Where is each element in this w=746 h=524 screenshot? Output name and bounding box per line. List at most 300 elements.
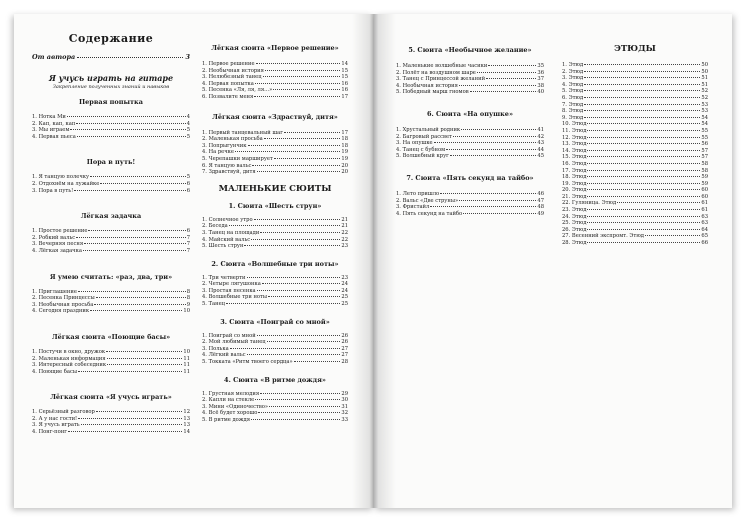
toc-column-3 <box>396 46 544 217</box>
dot-leader <box>96 297 186 298</box>
dot-leader <box>254 219 341 220</box>
toc-entry-title: 5. Танец <box>202 301 226 308</box>
dot-leader <box>584 110 700 111</box>
dot-leader <box>90 310 182 311</box>
toc-entry-page: 7 <box>186 241 190 248</box>
toc-entry-page: 51 <box>701 81 708 88</box>
toc-entry <box>562 161 708 168</box>
toc-entry-title: 4. Первая попытка <box>202 80 254 87</box>
toc-entry <box>396 127 544 134</box>
dot-leader <box>584 77 700 78</box>
toc-entry <box>562 128 708 135</box>
toc-entry <box>396 191 544 198</box>
toc-entry-title: 27. Весенний экспромт. Этюд <box>562 233 644 240</box>
toc-entry <box>32 114 190 121</box>
toc-entry-page: 65 <box>701 233 708 240</box>
dot-leader <box>251 419 340 420</box>
toc-entry-title: 4. Всё будет хорошо <box>202 410 258 417</box>
dot-leader <box>83 250 186 251</box>
toc-entry-page: 63 <box>701 220 708 227</box>
toc-entry-page: 49 <box>537 210 544 217</box>
toc-entry-title: 26. Этюд <box>562 226 587 233</box>
toc-entry-page: 16 <box>341 80 348 87</box>
toc-entry <box>202 156 348 163</box>
toc-entry-title: 1. Первое решение <box>202 61 255 67</box>
toc-entry-title: 4. Пять секунд на тайбо <box>396 210 463 217</box>
dot-leader <box>251 239 340 240</box>
toc-entry-title: 5. Волшебный круг <box>396 153 449 160</box>
toc-entry <box>562 214 708 221</box>
toc-entry-title: 18. Этюд <box>562 174 587 181</box>
toc-entry <box>562 200 708 207</box>
toc-entry <box>32 416 190 423</box>
dot-leader <box>81 424 183 425</box>
toc-entry-title: 2. Этюд <box>562 68 584 75</box>
section-heading: 3. Сюита «Поиграй со мной» <box>220 317 330 326</box>
toc-entry <box>562 82 708 89</box>
toc-entry-title: 3. Вечерняя песня <box>32 241 84 248</box>
toc-entry-title: 3. Танец с Принцессой желаний <box>396 76 486 83</box>
dot-leader <box>584 117 700 118</box>
dot-leader <box>84 243 186 244</box>
toc-entry-page: 6 <box>186 180 190 187</box>
toc-entry <box>202 237 348 244</box>
toc-entry-title: 1. Хрустальный родник <box>396 126 461 133</box>
toc-entry <box>562 181 708 188</box>
toc-entry-page: 10 <box>183 308 190 315</box>
toc-entry-page: 11 <box>183 355 190 362</box>
dot-leader <box>274 158 341 159</box>
toc-entry <box>562 121 708 128</box>
section-heading: 4. Сюита «В ритме дождя» <box>224 375 326 384</box>
toc-entry-title: 1. Нотка Ми <box>32 114 66 120</box>
toc-column-4 <box>562 44 708 247</box>
toc-entry-title: 1. Этюд <box>562 62 584 68</box>
toc-entry <box>32 362 190 369</box>
toc-entry <box>202 397 348 404</box>
toc-entry-page: 63 <box>701 213 708 220</box>
toc-entry-title: 4. Этюд <box>562 81 584 88</box>
toc-entry <box>32 295 190 302</box>
toc-entry-page: 21 <box>341 216 348 223</box>
toc-entry-page: 27 <box>341 345 348 352</box>
dot-leader <box>256 63 341 64</box>
dot-leader <box>94 304 185 305</box>
toc-entry-title: 2. Беседа <box>202 223 228 230</box>
section-entries <box>202 130 348 176</box>
toc-entry-title: 4. Танец с бубном <box>396 146 446 153</box>
dot-leader <box>587 229 700 230</box>
toc-entry <box>562 233 708 240</box>
dot-leader <box>450 155 537 156</box>
dot-leader <box>90 176 186 177</box>
dot-leader <box>262 283 341 284</box>
section-entries <box>202 275 348 308</box>
dot-leader <box>587 209 700 210</box>
toc-entry-title: 5. Песенка «Ля, ля, ля...» <box>202 87 273 94</box>
dot-leader <box>587 216 700 217</box>
toc-entry <box>32 188 190 195</box>
toc-entry-page: 10 <box>183 348 190 355</box>
toc-entry-title: 25. Этюд <box>562 220 587 227</box>
etudes-title: ЭТЮДЫ <box>614 44 656 54</box>
dot-leader <box>434 142 537 143</box>
toc-entry-page: 30 <box>341 397 348 404</box>
toc-entry <box>396 70 544 77</box>
toc-entry-title: 5. Токката «Ритм твоего сердца» <box>202 359 293 366</box>
section-heading: Лёгкая сюита «Я учусь играть» <box>50 393 172 402</box>
toc-entry-page: 58 <box>701 167 708 174</box>
dot-leader <box>244 245 340 246</box>
toc-entry-title: 2. Необычная история <box>202 67 264 74</box>
toc-entry <box>562 102 708 109</box>
toc-entry-title: 16. Этюд <box>562 160 587 167</box>
toc-entry-title: 1. Приглашение <box>32 288 77 295</box>
toc-entry-title: 2. Маленькая информация <box>32 355 106 362</box>
toc-entry-title: 3. Попрыгунчик <box>202 142 247 149</box>
toc-entry-page: 27 <box>341 352 348 359</box>
toc-entry-page: 6 <box>186 187 190 194</box>
toc-entry-title: 14. Этюд <box>562 147 587 154</box>
dot-leader <box>268 296 340 297</box>
dot-leader <box>255 83 341 84</box>
toc-entry <box>562 194 708 201</box>
toc-entry <box>202 169 348 176</box>
toc-entry <box>562 135 708 142</box>
toc-entry-page: 29 <box>341 390 348 397</box>
toc-entry-title: 3. Интересный собеседник <box>32 362 107 369</box>
toc-entry-page: 66 <box>701 240 708 247</box>
toc-entry-page: 54 <box>701 114 708 121</box>
toc-entry-page: 33 <box>341 417 348 423</box>
toc-entry <box>32 429 190 436</box>
toc-entry <box>202 275 348 282</box>
dot-leader <box>107 364 182 365</box>
toc-entry-page: 26 <box>341 332 348 339</box>
dot-leader <box>587 143 700 144</box>
toc-entry-page: 6 <box>186 228 190 235</box>
toc-entry <box>202 243 348 250</box>
toc-entry-page: 38 <box>537 82 544 89</box>
toc-entry-page: 20 <box>341 162 348 169</box>
toc-entry-title: 1. Три четверти <box>202 274 246 281</box>
toc-entry-title: 4. Поющие басы <box>32 368 78 375</box>
toc-entry <box>202 410 348 417</box>
toc-column-2 <box>202 44 348 424</box>
dot-leader <box>248 145 341 146</box>
toc-entry-title: 4. На речке <box>202 149 234 156</box>
toc-entry-title: 3. Мы играем <box>32 127 70 134</box>
section-heading: 2. Сюита «Волшебные три ноты» <box>211 259 339 268</box>
toc-entry-title: 4. Лёгкий вальс <box>202 352 246 359</box>
section-entries <box>202 391 348 424</box>
dot-leader <box>430 206 536 207</box>
dot-leader <box>463 213 536 214</box>
toc-entry-title: 23. Этюд <box>562 207 587 214</box>
toc-entry-title: 1. Лето пришло <box>396 190 440 197</box>
toc-entry-page: 54 <box>701 121 708 128</box>
dot-leader <box>584 104 700 105</box>
toc-entry <box>202 74 348 81</box>
toc-entry-title: 19. Этюд <box>562 180 587 187</box>
dot-leader <box>269 406 340 407</box>
dot-leader <box>263 76 341 77</box>
toc-entry-page: 58 <box>701 160 708 167</box>
toc-entry-page: 13 <box>183 422 190 429</box>
section-entries <box>202 217 348 250</box>
toc-entry <box>562 154 708 161</box>
dot-leader <box>267 341 341 342</box>
right-page <box>374 14 732 508</box>
dot-leader <box>265 70 341 71</box>
dot-leader <box>587 183 700 184</box>
toc-entry-page: 31 <box>341 403 348 410</box>
toc-entry-page: 47 <box>537 197 544 204</box>
dot-leader <box>470 91 537 92</box>
toc-entry-page: 7 <box>186 234 190 241</box>
section-heading: Я умею считать: «раз, два, три» <box>49 272 173 281</box>
dot-leader <box>587 242 700 243</box>
page-title: Содержание <box>68 32 154 45</box>
dot-leader <box>488 65 536 66</box>
toc-entry-title: 21. Этюд <box>562 193 587 200</box>
toc-entry-title: 3. Мини «Одиночество» <box>202 403 269 410</box>
toc-entry <box>396 140 544 147</box>
dot-leader <box>587 156 700 157</box>
dot-leader <box>257 290 341 291</box>
toc-entry <box>562 148 708 155</box>
toc-entry-page: 35 <box>537 63 544 69</box>
toc-entry <box>562 240 708 247</box>
dot-leader <box>584 71 700 72</box>
dot-leader <box>587 222 700 223</box>
toc-entry-page: 18 <box>341 136 348 143</box>
dot-leader <box>258 412 340 413</box>
toc-entry-page: 19 <box>341 149 348 156</box>
toc-entry-title: 2. Багровый рассвет <box>396 133 452 140</box>
toc-entry-page: 4 <box>186 114 190 120</box>
toc-entry-title: 2. Робкий вальс <box>32 234 76 241</box>
toc-entry-page: 61 <box>701 200 708 207</box>
dot-leader <box>68 431 182 432</box>
toc-entry-page: 43 <box>537 140 544 147</box>
dot-leader <box>252 165 340 166</box>
toc-entry-page: 4 <box>186 120 190 127</box>
toc-entry-title: 3. Необычная просьба <box>32 301 94 308</box>
section-entries <box>32 228 190 254</box>
toc-entry-title: 22. Гуляница. Этюд <box>562 200 617 207</box>
toc-entry <box>396 153 544 160</box>
toc-entry-title: 6. Позвалите меня <box>202 93 254 100</box>
dot-leader <box>477 72 537 73</box>
dot-leader <box>584 90 700 91</box>
dot-leader <box>100 183 185 184</box>
dot-leader <box>486 78 536 79</box>
section-heading: Лёгкая сюита «Поющие басы» <box>51 332 171 341</box>
dot-leader <box>587 123 700 124</box>
toc-entry-title: 1. Маленькие волшебные часики <box>396 63 488 69</box>
toc-entry <box>202 294 348 301</box>
col1-sections <box>32 98 190 436</box>
col2-sections <box>202 44 348 176</box>
dot-leader <box>459 85 537 86</box>
toc-entry-title: 2. Капли на стекле <box>202 397 255 404</box>
section-heading: Лёгкая сюита «Первое решение» <box>211 44 339 52</box>
toc-entry <box>562 227 708 234</box>
toc-entry <box>32 181 190 188</box>
toc-entry-title: 2. Кап, кап, кап <box>32 120 76 127</box>
toc-entry-title: 2. А у нас гости! <box>32 415 78 422</box>
toc-entry <box>202 94 348 101</box>
toc-entry <box>32 308 190 315</box>
toc-entry-page: 5 <box>186 133 190 140</box>
dot-leader <box>88 230 185 231</box>
toc-entry-title: 2. Полёт на воздушном шаре <box>396 69 476 76</box>
dot-leader <box>284 132 340 133</box>
dot-leader <box>587 196 700 197</box>
toc-entry-title: 3. На опушке <box>396 140 433 147</box>
dot-leader <box>254 96 340 97</box>
toc-entry <box>562 115 708 122</box>
dot-leader <box>446 149 536 150</box>
toc-entry-page: 20 <box>341 169 348 176</box>
toc-entry-page: 51 <box>701 75 708 82</box>
dot-leader <box>67 116 186 117</box>
dot-leader <box>74 190 186 191</box>
section-entries <box>202 333 348 366</box>
toc-entry <box>396 63 544 70</box>
toc-entry <box>202 391 348 398</box>
toc-entry-title: 5. Этюд <box>562 88 584 95</box>
toc-entry-title: 2. Маленькая просьба <box>202 136 263 143</box>
toc-entry-title: 2. Мой любимый танец <box>202 339 266 346</box>
toc-entry-page: 37 <box>537 76 544 83</box>
toc-entry <box>202 149 348 156</box>
toc-entry <box>202 163 348 170</box>
dot-leader <box>617 202 700 203</box>
toc-entry-page: 60 <box>701 193 708 200</box>
toc-entry-title: 4. Майский вальс <box>202 236 251 243</box>
dot-leader <box>461 129 536 130</box>
toc-entry-page: 44 <box>537 146 544 153</box>
toc-entry-page: 15 <box>341 67 348 74</box>
toc-entry <box>202 136 348 143</box>
toc-entry <box>32 289 190 296</box>
toc-entry-title: 2. Вальс «Две струны» <box>396 197 459 204</box>
toc-entry <box>562 95 708 102</box>
toc-entry-page: 53 <box>701 101 708 108</box>
dot-leader <box>584 64 700 65</box>
toc-entry <box>32 349 190 356</box>
toc-entry <box>32 302 190 309</box>
dot-leader <box>247 277 341 278</box>
toc-entry-title: 4. Лёгкая задачка <box>32 247 82 254</box>
toc-entry <box>396 134 544 141</box>
toc-entry-page: 7 <box>186 247 190 254</box>
dot-leader <box>459 200 536 201</box>
toc-entry <box>562 220 708 227</box>
toc-entry <box>396 76 544 83</box>
toc-entry-title: 7. Здравствуй, дитя <box>202 169 256 176</box>
dot-leader <box>230 348 341 349</box>
toc-entry-page: 40 <box>537 89 544 96</box>
toc-entry-title: 5. Черепашки марширует <box>202 155 273 162</box>
toc-entry-page: 12 <box>183 409 190 416</box>
toc-entry-title: 3. Я учусь играть <box>32 422 80 429</box>
toc-entry <box>202 223 348 230</box>
toc-entry-title: 3. Простая песенка <box>202 287 256 294</box>
toc-entry <box>202 143 348 150</box>
book-title: Я учусь играть на гитаре <box>48 73 174 83</box>
toc-entry-title: 2. Четыре лягушонка <box>202 281 261 288</box>
toc-entry-title: 5. В ритме дождя <box>202 417 251 423</box>
toc-entry-page: 15 <box>341 74 348 81</box>
toc-entry <box>562 187 708 194</box>
toc-entry-title: 5. Победный марш гномов <box>396 89 469 96</box>
dot-leader <box>77 136 186 137</box>
toc-entry <box>32 127 190 134</box>
toc-entry <box>32 235 190 242</box>
dot-leader <box>257 171 341 172</box>
toc-entry-title: 2. Песенка Принцессы <box>32 295 95 302</box>
section-entries <box>32 114 190 140</box>
toc-entry-title: 1. Первый танцевальный шаг <box>202 129 283 136</box>
toc-entry-page: 14 <box>183 429 190 436</box>
toc-entry-title: 3. Этюд <box>562 75 584 82</box>
toc-entry-title: 20. Этюд <box>562 187 587 194</box>
toc-entry <box>396 89 544 96</box>
dot-leader <box>587 176 700 177</box>
toc-entry-page: 23 <box>341 274 348 281</box>
section-heading: 6. Сюита «На опушке» <box>426 109 514 118</box>
toc-entry <box>202 87 348 94</box>
dot-leader <box>260 393 340 394</box>
toc-entry <box>562 174 708 181</box>
dot-leader <box>584 97 700 98</box>
section-entries <box>32 409 190 435</box>
dot-leader <box>587 137 700 138</box>
section-entries <box>32 289 190 315</box>
toc-entry-title: 2. Отдохнём на лужайке <box>32 180 100 187</box>
toc-entry-page: 64 <box>701 226 708 233</box>
toc-entry-title: 1. Постучи в окно, дружок <box>32 348 106 355</box>
dot-leader <box>229 225 341 226</box>
section-entries <box>396 63 544 96</box>
dot-leader <box>255 399 340 400</box>
section-entries <box>396 191 544 217</box>
toc-entry-page: 45 <box>537 153 544 160</box>
toc-entry-page: 52 <box>701 88 708 95</box>
toc-entry <box>562 108 708 115</box>
dot-leader <box>294 361 341 362</box>
section-heading: Лёгкая задачка <box>80 212 142 221</box>
toc-entry <box>202 281 348 288</box>
dot-leader <box>78 291 186 292</box>
dot-leader <box>107 358 183 359</box>
toc-entry-title: 1. Серьёзный разговор <box>32 409 95 416</box>
toc-entry <box>32 422 190 429</box>
toc-entry-page: 53 <box>701 108 708 115</box>
toc-entry-title: 15. Этюд <box>562 154 587 161</box>
toc-entry-title: 10. Этюд <box>562 121 587 128</box>
toc-entry <box>562 62 708 69</box>
dot-leader <box>453 136 536 137</box>
toc-entry-title: 4. Волшебные три ноты <box>202 294 268 301</box>
toc-entry-title: 7. Этюд <box>562 101 584 108</box>
section-entries <box>396 127 544 160</box>
dot-leader <box>78 418 182 419</box>
toc-entry-page: 11 <box>183 362 190 369</box>
